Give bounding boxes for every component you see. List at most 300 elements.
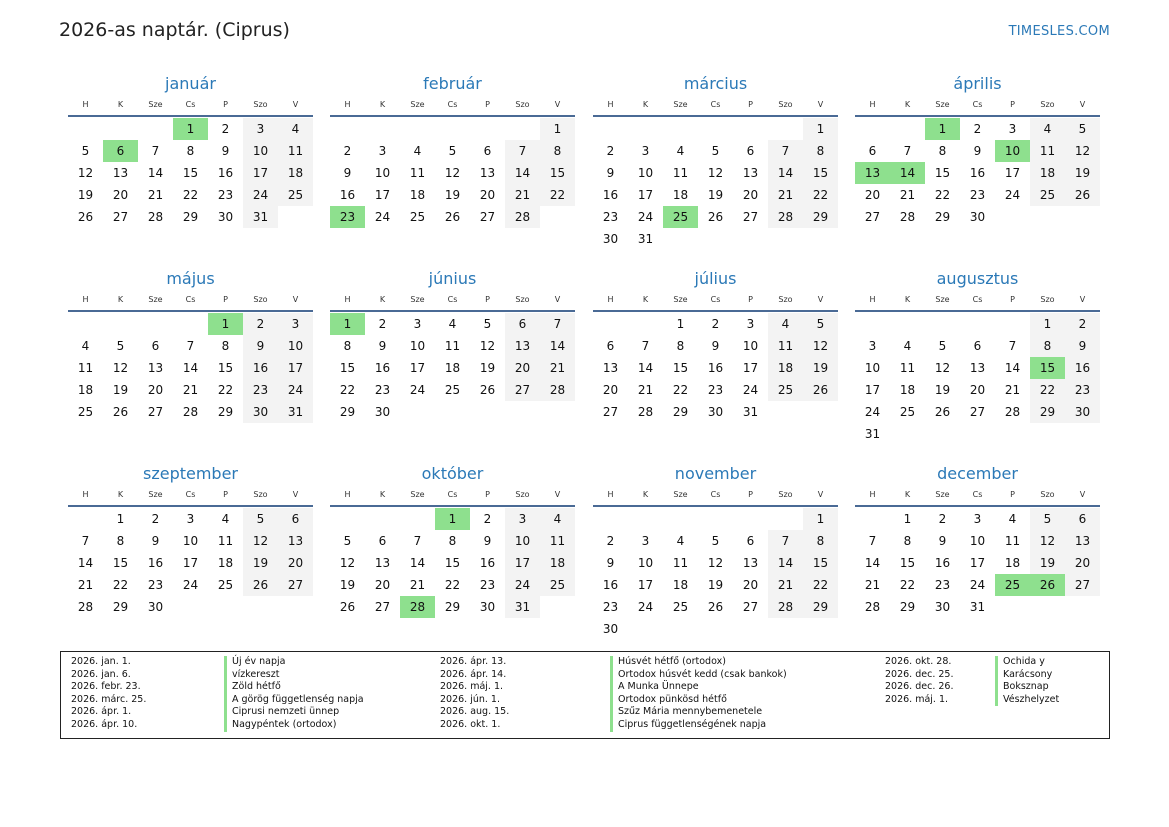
day-cell[interactable]: 10: [409, 339, 426, 353]
day-cell[interactable]: 28: [182, 405, 199, 419]
day-cell[interactable]: 16: [707, 361, 724, 375]
day-cell[interactable]: 4: [448, 317, 457, 331]
day-cell[interactable]: 18: [899, 383, 916, 397]
day-cell[interactable]: 23: [1065, 379, 1100, 401]
day-cell[interactable]: 26: [707, 210, 724, 224]
day-cell[interactable]: 9: [938, 534, 947, 548]
holiday-day-cell[interactable]: 6: [103, 140, 138, 162]
day-cell[interactable]: 15: [899, 556, 916, 570]
day-cell[interactable]: 12: [243, 530, 278, 552]
day-cell[interactable]: 31: [278, 401, 313, 423]
day-cell[interactable]: 14: [505, 162, 540, 184]
day-cell[interactable]: 29: [444, 600, 461, 614]
day-cell[interactable]: 11: [1004, 534, 1021, 548]
day-cell[interactable]: 25: [1030, 184, 1065, 206]
day-cell[interactable]: 10: [278, 335, 313, 357]
day-cell[interactable]: 8: [676, 339, 685, 353]
day-cell[interactable]: 9: [243, 335, 278, 357]
day-cell[interactable]: 1: [803, 508, 838, 530]
day-cell[interactable]: 16: [243, 357, 278, 379]
day-cell[interactable]: 27: [1065, 574, 1100, 596]
day-cell[interactable]: 28: [864, 600, 881, 614]
day-cell[interactable]: 16: [969, 166, 986, 180]
day-cell[interactable]: 24: [864, 405, 881, 419]
day-cell[interactable]: 18: [768, 357, 803, 379]
day-cell[interactable]: 25: [540, 574, 575, 596]
day-cell[interactable]: 5: [343, 534, 352, 548]
day-cell[interactable]: 27: [112, 210, 129, 224]
day-cell[interactable]: 20: [864, 188, 881, 202]
day-cell[interactable]: 9: [711, 339, 720, 353]
holiday-day-cell[interactable]: 15: [1030, 357, 1065, 379]
day-cell[interactable]: 4: [676, 534, 685, 548]
day-cell[interactable]: 4: [278, 118, 313, 140]
day-cell[interactable]: 13: [969, 361, 986, 375]
day-cell[interactable]: 22: [112, 578, 129, 592]
day-cell[interactable]: 13: [112, 166, 129, 180]
day-cell[interactable]: 8: [938, 144, 947, 158]
day-cell[interactable]: 27: [969, 405, 986, 419]
day-cell[interactable]: 4: [413, 144, 422, 158]
day-cell[interactable]: 5: [116, 339, 125, 353]
day-cell[interactable]: 15: [182, 166, 199, 180]
day-cell[interactable]: 20: [742, 578, 759, 592]
day-cell[interactable]: 8: [1030, 335, 1065, 357]
day-cell[interactable]: 5: [711, 144, 720, 158]
day-cell[interactable]: 20: [969, 383, 986, 397]
day-cell[interactable]: 13: [505, 335, 540, 357]
day-cell[interactable]: 9: [1065, 335, 1100, 357]
day-cell[interactable]: 20: [479, 188, 496, 202]
day-cell[interactable]: 28: [505, 206, 540, 228]
day-cell[interactable]: 23: [602, 210, 619, 224]
day-cell[interactable]: 21: [899, 188, 916, 202]
day-cell[interactable]: 26: [934, 405, 951, 419]
day-cell[interactable]: 29: [672, 405, 689, 419]
day-cell[interactable]: 2: [973, 122, 982, 136]
day-cell[interactable]: 27: [742, 600, 759, 614]
day-cell[interactable]: 15: [444, 556, 461, 570]
day-cell[interactable]: 20: [742, 188, 759, 202]
day-cell[interactable]: 4: [1030, 118, 1065, 140]
day-cell[interactable]: 9: [606, 556, 615, 570]
day-cell[interactable]: 24: [243, 184, 278, 206]
day-cell[interactable]: 8: [803, 140, 838, 162]
day-cell[interactable]: 25: [444, 383, 461, 397]
day-cell[interactable]: 26: [243, 574, 278, 596]
day-cell[interactable]: 29: [217, 405, 234, 419]
day-cell[interactable]: 25: [899, 405, 916, 419]
day-cell[interactable]: 7: [81, 534, 90, 548]
day-cell[interactable]: 22: [444, 578, 461, 592]
day-cell[interactable]: 21: [1004, 383, 1021, 397]
holiday-day-cell[interactable]: 13: [855, 162, 890, 184]
day-cell[interactable]: 27: [505, 379, 540, 401]
day-cell[interactable]: 20: [278, 552, 313, 574]
day-cell[interactable]: 8: [343, 339, 352, 353]
day-cell[interactable]: 6: [868, 144, 877, 158]
day-cell[interactable]: 18: [672, 578, 689, 592]
day-cell[interactable]: 8: [448, 534, 457, 548]
day-cell[interactable]: 5: [1030, 508, 1065, 530]
day-cell[interactable]: 22: [540, 184, 575, 206]
day-cell[interactable]: 13: [602, 361, 619, 375]
day-cell[interactable]: 13: [278, 530, 313, 552]
day-cell[interactable]: 7: [641, 339, 650, 353]
day-cell[interactable]: 10: [864, 361, 881, 375]
holiday-day-cell[interactable]: 1: [208, 313, 243, 335]
day-cell[interactable]: 20: [1065, 552, 1100, 574]
day-cell[interactable]: 26: [1065, 184, 1100, 206]
holiday-day-cell[interactable]: 10: [995, 140, 1030, 162]
day-cell[interactable]: 23: [707, 383, 724, 397]
day-cell[interactable]: 14: [147, 166, 164, 180]
day-cell[interactable]: 7: [868, 534, 877, 548]
day-cell[interactable]: 26: [77, 210, 94, 224]
day-cell[interactable]: 15: [672, 361, 689, 375]
day-cell[interactable]: 7: [1008, 339, 1017, 353]
day-cell[interactable]: 21: [864, 578, 881, 592]
day-cell[interactable]: 6: [746, 144, 755, 158]
day-cell[interactable]: 19: [934, 383, 951, 397]
day-cell[interactable]: 18: [1030, 162, 1065, 184]
day-cell[interactable]: 19: [243, 552, 278, 574]
holiday-day-cell[interactable]: 1: [173, 118, 208, 140]
holiday-day-cell[interactable]: 26: [1030, 574, 1065, 596]
day-cell[interactable]: 19: [707, 578, 724, 592]
day-cell[interactable]: 17: [637, 188, 654, 202]
day-cell[interactable]: 20: [147, 383, 164, 397]
day-cell[interactable]: 29: [899, 600, 916, 614]
day-cell[interactable]: 11: [672, 166, 689, 180]
day-cell[interactable]: 13: [742, 166, 759, 180]
day-cell[interactable]: 14: [864, 556, 881, 570]
day-cell[interactable]: 10: [505, 530, 540, 552]
day-cell[interactable]: 29: [182, 210, 199, 224]
day-cell[interactable]: 9: [151, 534, 160, 548]
day-cell[interactable]: 30: [374, 405, 391, 419]
day-cell[interactable]: 19: [707, 188, 724, 202]
day-cell[interactable]: 6: [505, 313, 540, 335]
day-cell[interactable]: 23: [602, 600, 619, 614]
day-cell[interactable]: 23: [147, 578, 164, 592]
day-cell[interactable]: 31: [637, 232, 654, 246]
day-cell[interactable]: 3: [868, 339, 877, 353]
day-cell[interactable]: 2: [378, 317, 387, 331]
day-cell[interactable]: 21: [505, 184, 540, 206]
day-cell[interactable]: 23: [243, 379, 278, 401]
day-cell[interactable]: 8: [903, 534, 912, 548]
day-cell[interactable]: 18: [217, 556, 234, 570]
day-cell[interactable]: 6: [378, 534, 387, 548]
day-cell[interactable]: 26: [707, 600, 724, 614]
day-cell[interactable]: 21: [768, 184, 803, 206]
day-cell[interactable]: 16: [217, 166, 234, 180]
day-cell[interactable]: 25: [672, 600, 689, 614]
day-cell[interactable]: 9: [973, 144, 982, 158]
day-cell[interactable]: 16: [602, 188, 619, 202]
day-cell[interactable]: 2: [1065, 313, 1100, 335]
day-cell[interactable]: 31: [742, 405, 759, 419]
day-cell[interactable]: 11: [899, 361, 916, 375]
day-cell[interactable]: 14: [1004, 361, 1021, 375]
day-cell[interactable]: 17: [374, 188, 391, 202]
day-cell[interactable]: 24: [409, 383, 426, 397]
day-cell[interactable]: 15: [112, 556, 129, 570]
day-cell[interactable]: 11: [1030, 140, 1065, 162]
day-cell[interactable]: 16: [602, 578, 619, 592]
day-cell[interactable]: 26: [479, 383, 496, 397]
holiday-day-cell[interactable]: 25: [995, 574, 1030, 596]
day-cell[interactable]: 4: [676, 144, 685, 158]
day-cell[interactable]: 31: [969, 600, 986, 614]
day-cell[interactable]: 19: [339, 578, 356, 592]
day-cell[interactable]: 2: [343, 144, 352, 158]
day-cell[interactable]: 5: [483, 317, 492, 331]
day-cell[interactable]: 23: [934, 578, 951, 592]
day-cell[interactable]: 3: [505, 508, 540, 530]
day-cell[interactable]: 14: [409, 556, 426, 570]
day-cell[interactable]: 31: [864, 427, 881, 441]
day-cell[interactable]: 15: [934, 166, 951, 180]
day-cell[interactable]: 24: [637, 210, 654, 224]
day-cell[interactable]: 12: [1065, 140, 1100, 162]
day-cell[interactable]: 30: [217, 210, 234, 224]
day-cell[interactable]: 30: [707, 405, 724, 419]
day-cell[interactable]: 6: [746, 534, 755, 548]
day-cell[interactable]: 26: [339, 600, 356, 614]
day-cell[interactable]: 27: [864, 210, 881, 224]
day-cell[interactable]: 7: [768, 140, 803, 162]
day-cell[interactable]: 30: [243, 401, 278, 423]
day-cell[interactable]: 18: [672, 188, 689, 202]
day-cell[interactable]: 29: [803, 596, 838, 618]
day-cell[interactable]: 19: [77, 188, 94, 202]
day-cell[interactable]: 3: [641, 144, 650, 158]
day-cell[interactable]: 22: [1030, 379, 1065, 401]
day-cell[interactable]: 23: [374, 383, 391, 397]
day-cell[interactable]: 1: [903, 512, 912, 526]
holiday-day-cell[interactable]: 28: [400, 596, 435, 618]
day-cell[interactable]: 13: [742, 556, 759, 570]
day-cell[interactable]: 6: [1065, 508, 1100, 530]
day-cell[interactable]: 12: [707, 166, 724, 180]
day-cell[interactable]: 9: [378, 339, 387, 353]
day-cell[interactable]: 3: [378, 144, 387, 158]
day-cell[interactable]: 24: [969, 578, 986, 592]
day-cell[interactable]: 1: [803, 118, 838, 140]
day-cell[interactable]: 27: [602, 405, 619, 419]
day-cell[interactable]: 11: [672, 556, 689, 570]
day-cell[interactable]: 2: [221, 122, 230, 136]
day-cell[interactable]: 19: [1065, 162, 1100, 184]
day-cell[interactable]: 17: [637, 578, 654, 592]
day-cell[interactable]: 6: [973, 339, 982, 353]
day-cell[interactable]: 25: [77, 405, 94, 419]
day-cell[interactable]: 5: [243, 508, 278, 530]
day-cell[interactable]: 28: [147, 210, 164, 224]
day-cell[interactable]: 15: [803, 162, 838, 184]
day-cell[interactable]: 3: [973, 512, 982, 526]
day-cell[interactable]: 27: [479, 210, 496, 224]
day-cell[interactable]: 21: [637, 383, 654, 397]
day-cell[interactable]: 31: [505, 596, 540, 618]
day-cell[interactable]: 24: [742, 383, 759, 397]
day-cell[interactable]: 30: [969, 210, 986, 224]
day-cell[interactable]: 30: [147, 600, 164, 614]
day-cell[interactable]: 11: [540, 530, 575, 552]
day-cell[interactable]: 17: [1004, 166, 1021, 180]
day-cell[interactable]: 30: [479, 600, 496, 614]
day-cell[interactable]: 12: [934, 361, 951, 375]
day-cell[interactable]: 8: [186, 144, 195, 158]
day-cell[interactable]: 17: [278, 357, 313, 379]
day-cell[interactable]: 2: [483, 512, 492, 526]
day-cell[interactable]: 17: [243, 162, 278, 184]
day-cell[interactable]: 9: [483, 534, 492, 548]
day-cell[interactable]: 12: [707, 556, 724, 570]
day-cell[interactable]: 12: [1030, 530, 1065, 552]
day-cell[interactable]: 6: [278, 508, 313, 530]
day-cell[interactable]: 2: [938, 512, 947, 526]
day-cell[interactable]: 3: [186, 512, 195, 526]
day-cell[interactable]: 7: [540, 313, 575, 335]
day-cell[interactable]: 12: [803, 335, 838, 357]
day-cell[interactable]: 14: [182, 361, 199, 375]
day-cell[interactable]: 26: [803, 379, 838, 401]
day-cell[interactable]: 29: [934, 210, 951, 224]
day-cell[interactable]: 11: [444, 339, 461, 353]
day-cell[interactable]: 23: [217, 188, 234, 202]
day-cell[interactable]: 4: [81, 339, 90, 353]
day-cell[interactable]: 15: [540, 162, 575, 184]
day-cell[interactable]: 18: [77, 383, 94, 397]
day-cell[interactable]: 12: [112, 361, 129, 375]
day-cell[interactable]: 7: [413, 534, 422, 548]
day-cell[interactable]: 14: [637, 361, 654, 375]
day-cell[interactable]: 9: [606, 166, 615, 180]
day-cell[interactable]: 10: [969, 534, 986, 548]
day-cell[interactable]: 17: [864, 383, 881, 397]
day-cell[interactable]: 11: [77, 361, 94, 375]
day-cell[interactable]: 26: [112, 405, 129, 419]
day-cell[interactable]: 16: [339, 188, 356, 202]
holiday-day-cell[interactable]: 1: [435, 508, 470, 530]
day-cell[interactable]: 3: [243, 118, 278, 140]
day-cell[interactable]: 9: [221, 144, 230, 158]
holiday-day-cell[interactable]: 23: [330, 206, 365, 228]
day-cell[interactable]: 24: [278, 379, 313, 401]
day-cell[interactable]: 28: [77, 600, 94, 614]
day-cell[interactable]: 11: [217, 534, 234, 548]
day-cell[interactable]: 5: [938, 339, 947, 353]
day-cell[interactable]: 19: [444, 188, 461, 202]
day-cell[interactable]: 27: [147, 405, 164, 419]
day-cell[interactable]: 22: [934, 188, 951, 202]
day-cell[interactable]: 22: [803, 574, 838, 596]
day-cell[interactable]: 17: [409, 361, 426, 375]
day-cell[interactable]: 2: [606, 534, 615, 548]
day-cell[interactable]: 25: [217, 578, 234, 592]
day-cell[interactable]: 21: [182, 383, 199, 397]
day-cell[interactable]: 2: [711, 317, 720, 331]
day-cell[interactable]: 28: [768, 596, 803, 618]
day-cell[interactable]: 12: [444, 166, 461, 180]
day-cell[interactable]: 14: [768, 162, 803, 184]
day-cell[interactable]: 1: [1030, 313, 1065, 335]
day-cell[interactable]: 13: [1065, 530, 1100, 552]
day-cell[interactable]: 30: [602, 232, 619, 246]
day-cell[interactable]: 2: [606, 144, 615, 158]
day-cell[interactable]: 5: [81, 144, 90, 158]
day-cell[interactable]: 6: [606, 339, 615, 353]
day-cell[interactable]: 10: [182, 534, 199, 548]
day-cell[interactable]: 27: [374, 600, 391, 614]
day-cell[interactable]: 2: [151, 512, 160, 526]
day-cell[interactable]: 22: [182, 188, 199, 202]
day-cell[interactable]: 19: [1030, 552, 1065, 574]
day-cell[interactable]: 2: [243, 313, 278, 335]
day-cell[interactable]: 16: [934, 556, 951, 570]
day-cell[interactable]: 30: [602, 622, 619, 636]
day-cell[interactable]: 18: [409, 188, 426, 202]
day-cell[interactable]: 8: [116, 534, 125, 548]
day-cell[interactable]: 16: [374, 361, 391, 375]
day-cell[interactable]: 17: [969, 556, 986, 570]
day-cell[interactable]: 17: [182, 556, 199, 570]
day-cell[interactable]: 26: [444, 210, 461, 224]
day-cell[interactable]: 14: [77, 556, 94, 570]
day-cell[interactable]: 22: [899, 578, 916, 592]
day-cell[interactable]: 16: [479, 556, 496, 570]
day-cell[interactable]: 25: [768, 379, 803, 401]
day-cell[interactable]: 11: [409, 166, 426, 180]
day-cell[interactable]: 5: [803, 313, 838, 335]
day-cell[interactable]: 29: [112, 600, 129, 614]
day-cell[interactable]: 22: [217, 383, 234, 397]
day-cell[interactable]: 3: [641, 534, 650, 548]
day-cell[interactable]: 21: [147, 188, 164, 202]
day-cell[interactable]: 7: [186, 339, 195, 353]
day-cell[interactable]: 5: [448, 144, 457, 158]
day-cell[interactable]: 21: [409, 578, 426, 592]
day-cell[interactable]: 28: [637, 405, 654, 419]
day-cell[interactable]: 27: [278, 574, 313, 596]
day-cell[interactable]: 13: [147, 361, 164, 375]
day-cell[interactable]: 3: [413, 317, 422, 331]
day-cell[interactable]: 31: [243, 206, 278, 228]
day-cell[interactable]: 10: [742, 339, 759, 353]
day-cell[interactable]: 27: [742, 210, 759, 224]
day-cell[interactable]: 3: [746, 317, 755, 331]
day-cell[interactable]: 23: [479, 578, 496, 592]
day-cell[interactable]: 30: [1065, 401, 1100, 423]
day-cell[interactable]: 7: [768, 530, 803, 552]
day-cell[interactable]: 14: [768, 552, 803, 574]
day-cell[interactable]: 5: [1065, 118, 1100, 140]
day-cell[interactable]: 11: [278, 140, 313, 162]
day-cell[interactable]: 5: [711, 534, 720, 548]
day-cell[interactable]: 20: [602, 383, 619, 397]
day-cell[interactable]: 6: [151, 339, 160, 353]
day-cell[interactable]: 3: [278, 313, 313, 335]
day-cell[interactable]: 30: [934, 600, 951, 614]
day-cell[interactable]: 19: [112, 383, 129, 397]
day-cell[interactable]: 3: [1008, 122, 1017, 136]
day-cell[interactable]: 19: [479, 361, 496, 375]
day-cell[interactable]: 1: [116, 512, 125, 526]
brand-logo[interactable]: TIMESLES.COM: [1008, 24, 1110, 39]
